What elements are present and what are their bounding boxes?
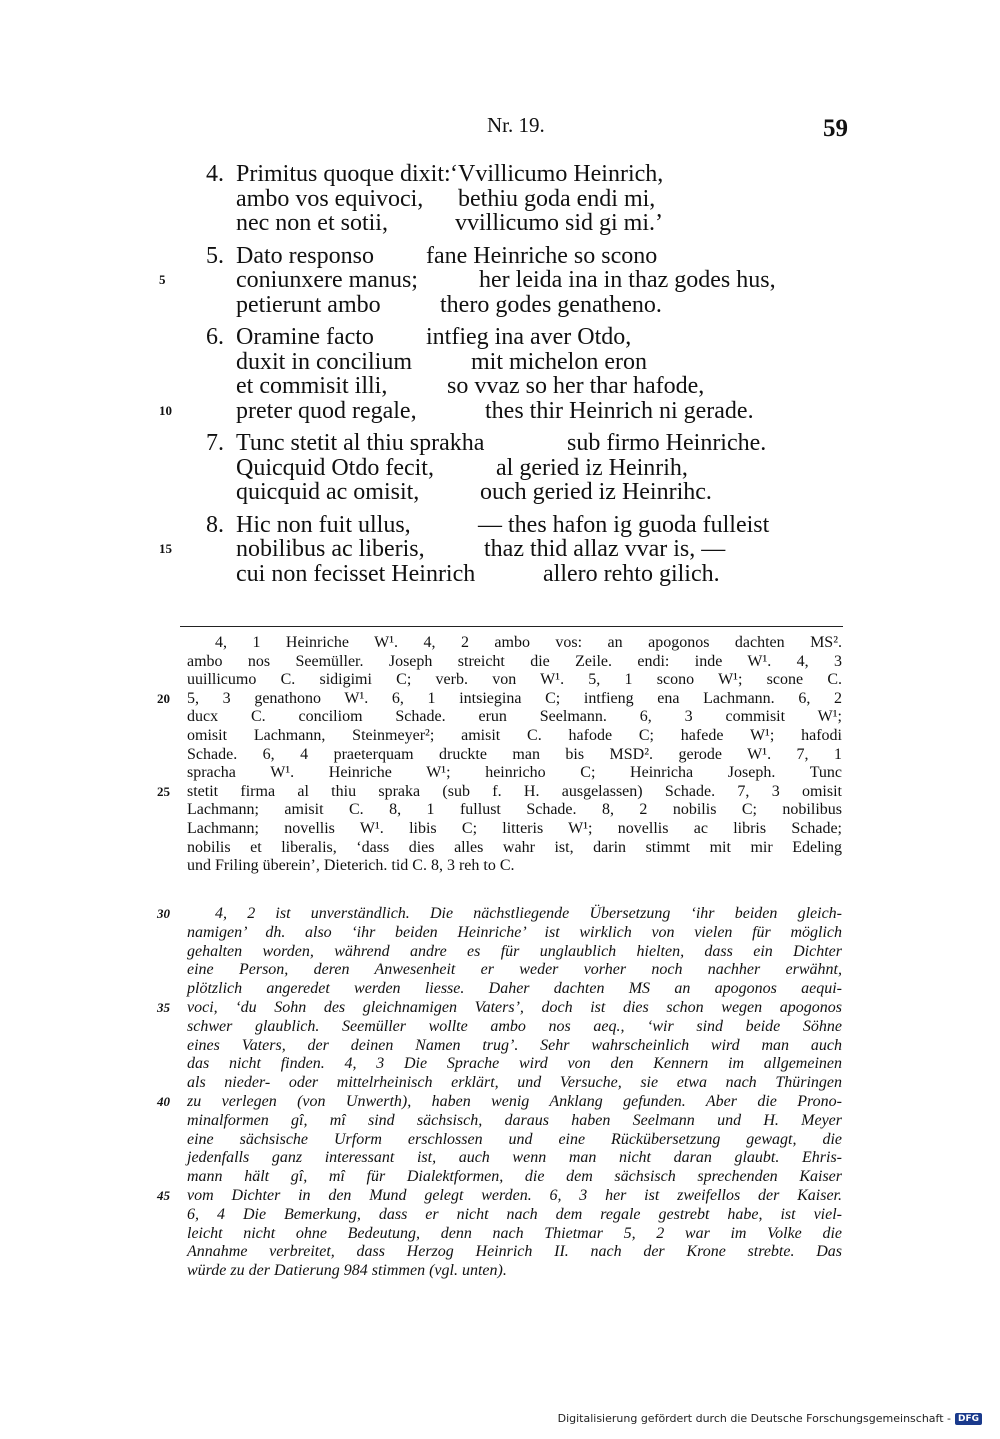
german-half-line: vvillicumo sid gi mi.’	[455, 210, 663, 236]
commentary-line	[0, 1074, 1000, 1093]
apparatus-line	[0, 857, 1000, 876]
critical-apparatus	[0, 634, 1000, 876]
commentary-text: 4, 2 ist unverständlich. Die nächstliegende Übersetzung ‘ihr beiden gleich-	[215, 905, 842, 922]
stanza	[0, 244, 1000, 318]
running-title: Nr. 19.	[487, 113, 545, 137]
verse-line	[0, 374, 1000, 399]
apparatus-text: omisit Lachmann, Steinmeyer²; amisit C. hafode C; hafede W¹; hafodi	[187, 726, 842, 744]
latin-half-line: Dato responso	[236, 242, 374, 269]
german-half-line: — thes hafon ig guoda fulleist	[478, 511, 770, 538]
commentary-text: voci, ‘du Sohn des gleichnamigen Vaters’, doch ist dies schon wegen apogonos	[187, 998, 842, 1016]
verse-line	[0, 399, 1000, 424]
commentary-line	[0, 1262, 1000, 1281]
commentary-text: leicht nicht ohne Bedeutung, denn nach Thietmar 5, 2 war im Volke die	[187, 1224, 842, 1242]
commentary-text: eine sächsische Urform erschlossen und eine Rückübersetzung gewagt, die	[187, 1130, 842, 1148]
stanza	[0, 431, 1000, 505]
verse-line	[0, 162, 1000, 187]
verse-line	[0, 350, 1000, 375]
line-number: 20	[157, 690, 170, 706]
commentary-text: eines Vaters, der deinen Namen trug’. Sehr wahrscheinlich wird man auch	[187, 1036, 842, 1054]
line-number: 5	[159, 272, 166, 287]
commentary-line	[0, 1093, 1000, 1112]
commentary-line	[0, 999, 1000, 1018]
digitization-footer	[558, 1412, 982, 1425]
latin-half-line: preter quod regale,	[236, 397, 417, 424]
stanza	[0, 513, 1000, 587]
apparatus-text: uuillicumo C. sidigimi C; verb. von W¹. 5, 1 scono W¹; scone C.	[187, 671, 842, 689]
commentary-text: minalformen gî, mî sind sächsisch, daraus haben Seelmann und H. Meyer	[187, 1111, 842, 1129]
commentary-text: zu verlegen (von Unwerth), haben wenig Anklang gefunden. Aber die Prono-	[187, 1092, 842, 1110]
commentary-line	[0, 1225, 1000, 1244]
commentary-text: würde zu der Datierung 984 stimmen (vgl. unten).	[187, 1262, 507, 1280]
apparatus-line	[0, 801, 1000, 820]
apparatus-text: 4, 1 Heinriche W¹. 4, 2 ambo vos: an apogonos dachten MS².	[215, 634, 842, 651]
footer-text: Digitalisierung gefördert durch die Deutsche Forschungsgemeinschaft -	[557, 1412, 951, 1425]
latin-half-line: Oramine facto	[236, 324, 374, 350]
apparatus-text: ducx C. conciliom Schade. erun Seelmann. 6, 3 commisit W¹;	[187, 708, 842, 726]
german-half-line: al geried iz Heinrih,	[496, 454, 688, 481]
commentary-line	[0, 1018, 1000, 1037]
apparatus-text: stetit firma al thiu spraka (sub f. H. ausgelassen) Schade. 7, 3 omisit	[187, 782, 842, 800]
stanza-number: 4.	[206, 161, 224, 187]
apparatus-line	[0, 653, 1000, 672]
latin-half-line: et commisit illi,	[236, 373, 388, 399]
commentary-line	[0, 1131, 1000, 1150]
german-half-line: thes thir Heinrich ni gerade.	[485, 397, 754, 424]
stanza	[0, 162, 1000, 236]
verse-line	[0, 268, 1000, 293]
apparatus-line	[0, 690, 1000, 709]
commentary-line	[0, 943, 1000, 962]
line-number: 10	[159, 402, 172, 418]
dfg-logo: DFG	[955, 1413, 982, 1425]
apparatus-text: 5, 3 genathono W¹. 6, 1 intsiegina C; intfieng ena Lachmann. 6, 2	[187, 689, 842, 707]
verse-section	[0, 162, 1000, 594]
commentary-line	[0, 1206, 1000, 1225]
latin-half-line: coniunxere manus;	[236, 267, 418, 293]
apparatus-text: Lachmann; amisit C. 8, 1 fullust Schade. 8, 2 nobilis C; nobilibus	[187, 801, 842, 819]
commentary-line	[0, 1112, 1000, 1131]
german-half-line: allero rehto gilich.	[543, 560, 720, 587]
apparatus-line	[0, 708, 1000, 727]
apparatus-line	[0, 764, 1000, 783]
commentary-text: Annahme verbreitet, dass Herzog Heinrich II. nach der Krone strebte. Das	[187, 1243, 842, 1261]
german-half-line: thero godes genatheno.	[440, 291, 662, 318]
commentary-line	[0, 1149, 1000, 1168]
verse-line	[0, 187, 1000, 212]
commentary-text: gehalten worden, während andre es für unglaublich hielten, dass ein Dichter	[187, 942, 842, 960]
apparatus-line	[0, 671, 1000, 690]
commentary	[0, 905, 1000, 1281]
commentary-text: vom Dichter in den Mund gelegt werden. 6, 3 her ist zweifellos der Kaiser.	[187, 1186, 842, 1204]
verse-line	[0, 537, 1000, 562]
apparatus-text: ambo nos Seemüller. Joseph streicht die Zeile. endi: inde W¹. 4, 3	[187, 652, 842, 670]
line-number: 25	[157, 783, 170, 799]
verse-line	[0, 293, 1000, 318]
verse-line	[0, 431, 1000, 456]
commentary-text: schwer glaublich. Seemüller wollte ambo nos aeq., ‘wir sind beide Söhne	[187, 1017, 842, 1035]
commentary-text: das nicht finden. 4, 3 Die Sprache wird von den Kennern im allgemeinen	[187, 1055, 842, 1073]
stanza-number: 5.	[206, 242, 224, 269]
stanza-number: 8.	[206, 511, 224, 538]
german-half-line: so vvaz so her thar hafode,	[447, 373, 705, 399]
apparatus-text: und Friling überein’, Dieterich. tid C. 8, 3 reh to C.	[187, 857, 515, 875]
line-number: 35	[157, 999, 170, 1015]
page-number: 59	[823, 115, 848, 142]
verse-line	[0, 325, 1000, 350]
latin-half-line: ambo vos equivoci,	[236, 185, 424, 212]
commentary-line	[0, 961, 1000, 980]
german-half-line: sub firmo Heinriche.	[567, 430, 767, 456]
latin-half-line: petierunt ambo	[236, 291, 381, 318]
german-half-line: her leida ina in thaz godes hus,	[479, 267, 776, 293]
commentary-text: eine Person, deren Anwesenheit er weder vorher noch nachher erwähnt,	[187, 961, 842, 979]
commentary-line	[0, 924, 1000, 943]
latin-half-line: cui non fecisset Heinrich	[236, 560, 476, 587]
commentary-text: plötzlich angeredet werden liesse. Daher dachten MS an apogonos aequi-	[187, 980, 842, 998]
verse-line	[0, 211, 1000, 236]
verse-line	[0, 562, 1000, 587]
latin-half-line: Primitus quoque dixit:	[236, 161, 451, 187]
apparatus-line	[0, 746, 1000, 765]
latin-half-line: nobilibus ac liberis,	[236, 536, 425, 562]
line-number: 15	[159, 541, 172, 556]
line-number: 30	[157, 906, 170, 921]
commentary-line	[0, 1055, 1000, 1074]
latin-half-line: Hic non fuit ullus,	[236, 511, 411, 538]
apparatus-line	[0, 783, 1000, 802]
stanza	[0, 325, 1000, 423]
commentary-line	[0, 1168, 1000, 1187]
latin-half-line: Quicquid Otdo fecit,	[236, 454, 434, 481]
german-half-line: intfieg ina aver Otdo,	[426, 324, 632, 350]
apparatus-line	[0, 839, 1000, 858]
commentary-text: mann hält gî, mî für Dialektformen, die dem sächsisch sprechenden Kaiser	[187, 1168, 842, 1186]
line-number: 40	[157, 1093, 170, 1109]
apparatus-text: spracha W¹. Heinriche W¹; heinricho C; Heinricha Joseph. Tunc	[187, 764, 842, 782]
commentary-line	[0, 980, 1000, 999]
latin-half-line: duxit in concilium	[236, 348, 412, 375]
page-header	[0, 113, 1000, 143]
german-half-line: ouch geried iz Heinrihc.	[480, 479, 712, 505]
line-number: 45	[157, 1187, 170, 1203]
footnote-rule	[180, 626, 843, 627]
apparatus-line	[0, 727, 1000, 746]
latin-half-line: Tunc stetit al thiu sprakha	[236, 430, 485, 456]
latin-half-line: quicquid ac omisit,	[236, 479, 420, 505]
apparatus-line	[0, 634, 1000, 653]
apparatus-text: nobilis et liberalis, ‘dass dies alles wahr ist, darin stimmt mit mir Edeling	[187, 838, 842, 856]
apparatus-text: Schade. 6, 4 praeterquam druckte man bis MSD². gerode W¹. 7, 1	[187, 745, 842, 763]
german-half-line: bethiu goda endi mi,	[458, 185, 656, 212]
commentary-text: 6, 4 Die Bemerkung, dass er nicht nach dem regale gestrebt habe, ist viel-	[187, 1205, 842, 1223]
apparatus-text: Lachmann; novellis W¹. libis C; litteris W¹; novellis ac libris Schade;	[187, 819, 842, 837]
latin-half-line: nec non et sotii,	[236, 210, 388, 236]
german-half-line: fane Heinriche so scono	[426, 242, 658, 269]
stanza-number: 7.	[206, 430, 224, 456]
stanza-number: 6.	[206, 324, 224, 350]
commentary-text: namigen’ dh. also ‘ihr beiden Heinriche’ ist wirklich von vielen für möglich	[187, 923, 842, 941]
german-half-line: ‘Vvillicumo Heinrich,	[450, 161, 664, 187]
apparatus-line	[0, 820, 1000, 839]
commentary-line	[0, 905, 1000, 924]
commentary-line	[0, 1187, 1000, 1206]
german-half-line: mit michelon eron	[471, 348, 647, 375]
verse-line	[0, 456, 1000, 481]
commentary-line	[0, 1243, 1000, 1262]
verse-line	[0, 244, 1000, 269]
commentary-text: als nieder- oder mittelrheinisch erklärt, und Versuche, sie etwa nach Thüringen	[187, 1074, 842, 1092]
verse-line	[0, 513, 1000, 538]
commentary-line	[0, 1037, 1000, 1056]
german-half-line: thaz thid allaz vvar is, —	[484, 536, 726, 562]
commentary-text: jedenfalls ganz interessant ist, auch wenn man nicht daran glaubt. Ehris-	[187, 1149, 842, 1167]
verse-line	[0, 480, 1000, 505]
